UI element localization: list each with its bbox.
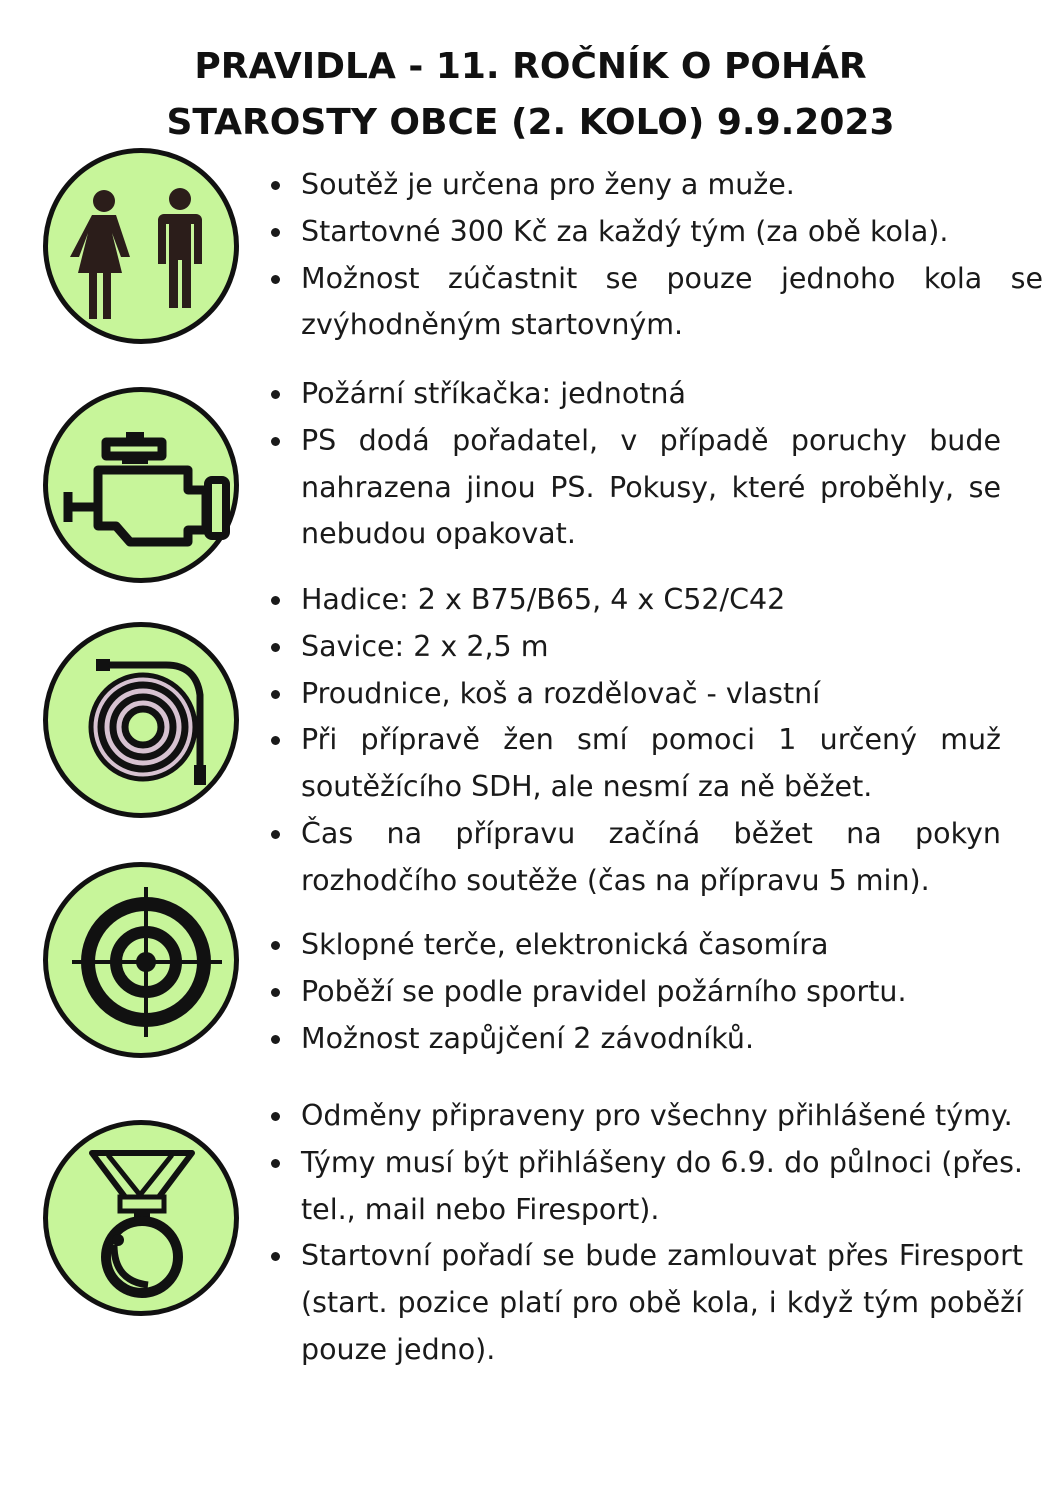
medal-icon <box>43 1120 239 1316</box>
list-item: Sklopné terče, elektronická časomíra <box>265 922 1010 969</box>
section-5-list <box>265 1093 1023 1374</box>
section-4-list <box>265 922 1010 1062</box>
list-item: PS dodá pořadatel, v případě poruchy bude nahrazena jinou PS. Pokusy, které proběhly, se nebudou opakovat. <box>265 418 1001 558</box>
list-item: Při přípravě žen smí pomoci 1 určený muž soutěžícího SDH, ale nesmí za ně běžet. <box>265 717 1001 811</box>
list-item: Startovné 300 Kč za každý tým (za obě kola). <box>265 209 1010 256</box>
list-item: Poběží se podle pravidel požárního sportu. <box>265 969 1010 1016</box>
target-icon <box>43 862 239 1058</box>
list-item: Startovní pořadí se bude zamlouvat přes Firesport (start. pozice platí pro obě kola, i když tým poběží pouze jedno). <box>265 1233 1023 1373</box>
list-item: Savice: 2 x 2,5 m <box>265 624 1010 671</box>
section-1-list <box>265 162 1043 349</box>
list-item: Proudnice, koš a rozdělovač - vlastní <box>265 671 1010 718</box>
hose-icon <box>43 622 239 818</box>
section-3-list <box>265 577 1010 905</box>
section-2-list <box>265 371 1010 558</box>
list-item: Požární stříkačka: jednotná <box>265 371 1010 418</box>
people-icon <box>43 148 239 344</box>
page-title-line-1: PRAVIDLA - 11. ROČNÍK O POHÁR <box>194 46 867 87</box>
page-title-line-2: STAROSTY OBCE (2. KOLO) 9.9.2023 <box>166 102 895 143</box>
list-item: Týmy musí být přihlášeny do 6.9. do půlnoci (přes. tel., mail nebo Firesport). <box>265 1140 1023 1234</box>
list-item: Soutěž je určena pro ženy a muže. <box>265 162 1010 209</box>
list-item: Odměny připraveny pro všechny přihlášené týmy. <box>265 1093 1023 1140</box>
list-item: Možnost zapůjčení 2 závodníků. <box>265 1016 1010 1063</box>
list-item: Čas na přípravu začíná běžet na pokyn rozhodčího soutěže (čas na přípravu 5 min). <box>265 811 1001 905</box>
list-item: Hadice: 2 x B75/B65, 4 x C52/C42 <box>265 577 1010 624</box>
list-item: Možnost zúčastnit se pouze jednoho kola se zvýhodněným startovným. <box>265 256 1043 350</box>
engine-icon <box>43 387 239 583</box>
